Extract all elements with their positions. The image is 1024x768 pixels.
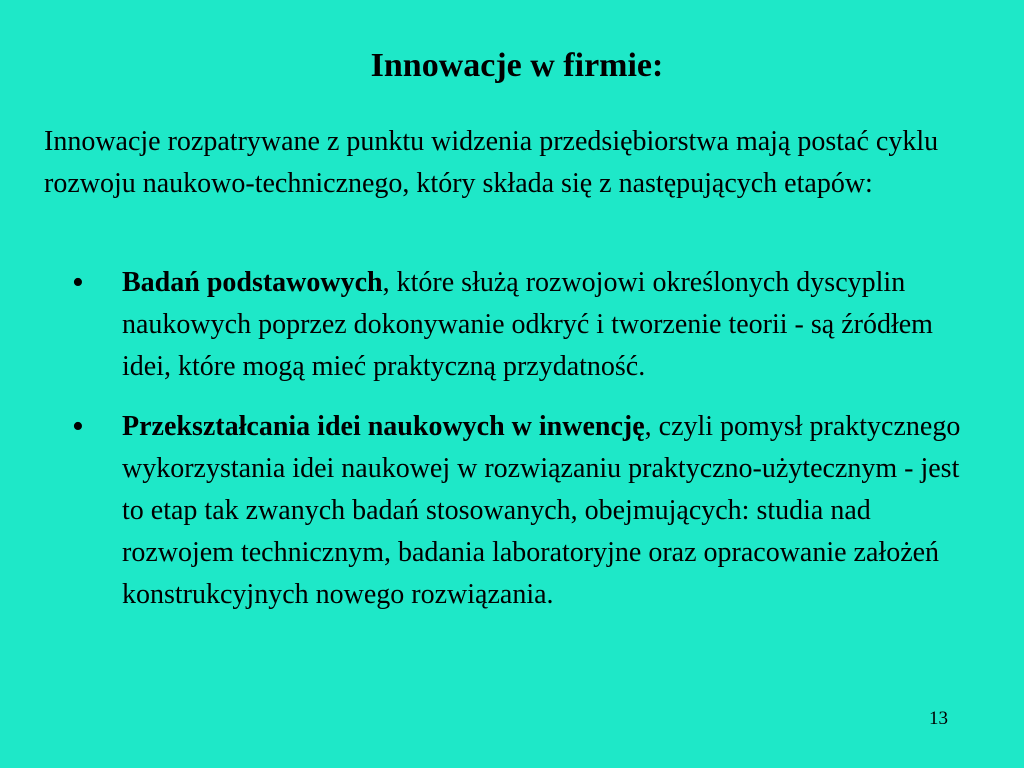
bullet-item-invention	[0, 406, 982, 616]
bullet-bold-text: Przekształcania idei naukowych w inwencję	[122, 411, 645, 442]
bullet-list	[0, 262, 1024, 616]
bullet-icon: •	[72, 264, 84, 301]
bullet-item-basic-research	[0, 262, 982, 388]
bullet-bold-text: Badań podstawowych	[122, 267, 383, 298]
bullet-text: , które służą rozwojowi określonych dyscyplin naukowych poprzez dokonywanie odkryć i tworzenie teorii - są źródłem idei, które mogą mieć praktyczną przydatność.	[122, 267, 933, 382]
bullet-icon: •	[72, 408, 84, 445]
intro-paragraph: Innowacje rozpatrywane z punktu widzenia przedsiębiorstwa mają postać cyklu rozwoju naukowo-technicznego, który składa się z następujących etapów:	[44, 126, 939, 199]
page-number: 13	[929, 708, 948, 729]
slide-title: Innowacje w firmie:	[370, 47, 664, 84]
bullet-text: , czyli pomysł praktycznego wykorzystania idei naukowej w rozwiązaniu praktyczno-użytecznym - jest to etap tak zwanych badań stosowanych, obejmujących: studia nad rozwojem technicznym, badania laboratoryjne oraz opracowanie założeń konstrukcyjnych nowego rozwiązania.	[122, 411, 961, 610]
